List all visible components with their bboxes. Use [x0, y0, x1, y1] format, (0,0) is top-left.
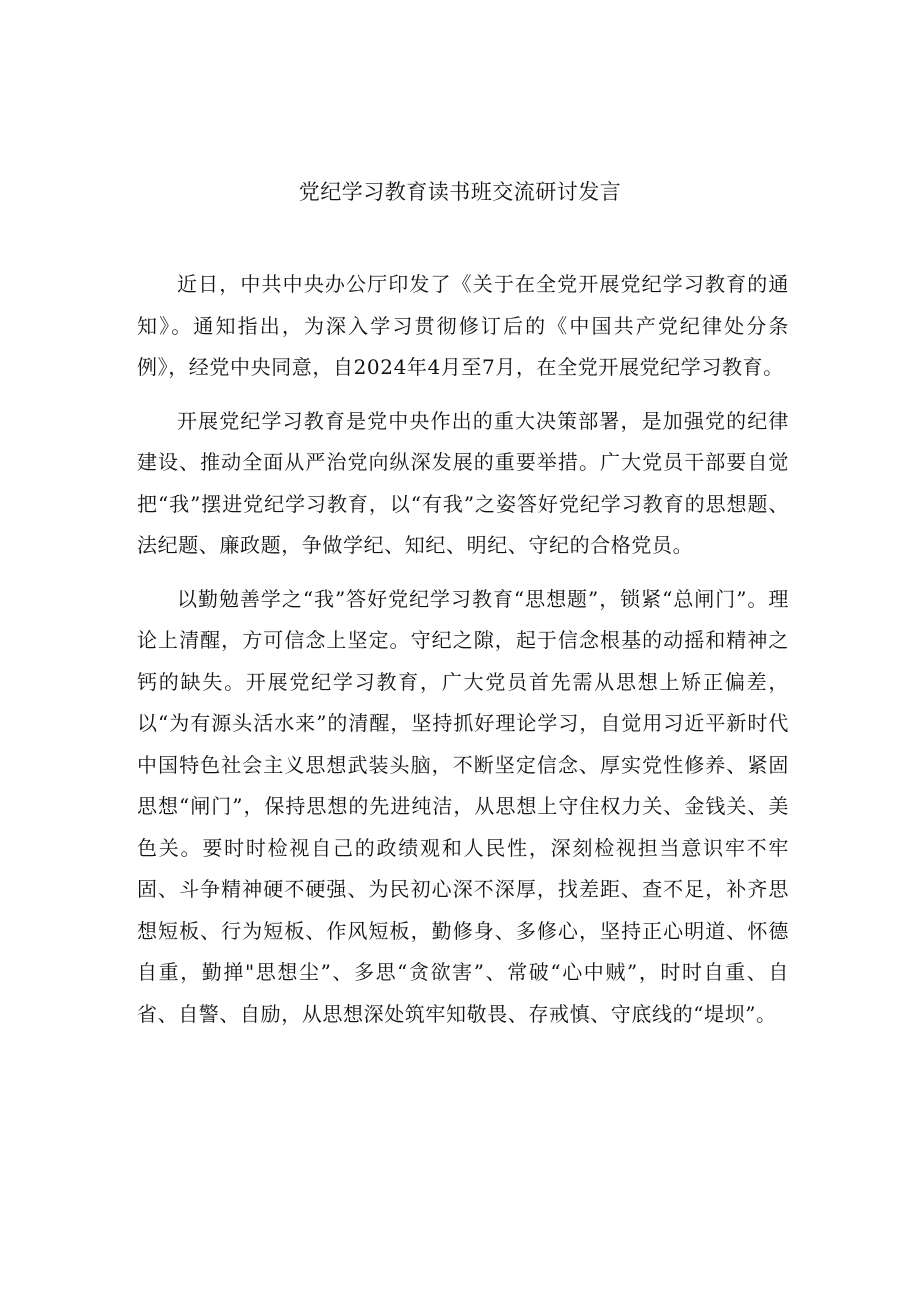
document-body: [137, 264, 789, 1047]
paragraph-2: 开展党纪学习教育是党中央作出的重大决策部署，是加强党的纪律建设、推动全面从严治党向纵深发展的重要举措。广大党员干部要自觉把“我”摆进党纪学习教育，以“有我”之姿答好党纪学习教育的思想题、法纪题、廉政题，争做学纪、知纪、明纪、守纪的合格党员。: [137, 408, 789, 557]
paragraph-1: 近日，中共中央办公厅印发了《关于在全党开展党纪学习教育的通知》。通知指出，为深入学习贯彻修订后的《中国共产党纪律处分条例》，经党中央同意，自2024年4月至7月，在全党开展党纪学习教育。: [137, 272, 789, 379]
paragraph-3: 以勤勉善学之“我”答好党纪学习教育“思想题”，锁紧“总闸门”。理论上清醒，方可信念上坚定。守纪之隙，起于信念根基的动摇和精神之钙的缺失。开展党纪学习教育，广大党员首先需从思想上矫正偏差，以“为有源头活水来”的清醒，坚持抓好理论学习，自觉用习近平新时代中国特色社会主义思想武装头脑，不断坚定信念、厚实党性修养、紧固思想“闸门”，保持思想的先进纯洁，从思想上守住权力关、金钱关、美色关。要时时检视自己的政绩观和人民性，深刻检视担当意识牢不牢固、斗争精神硬不硬强、为民初心深不深厚，找差距、查不足，补齐思想短板、行为短板、作风短板，勤修身、多修心，坚持正心明道、怀德自重，勤掸"思想尘”、多思“贪欲害”、常破“心中贼”，时时自重、自省、自警、自励，从思想深处筑牢知敬畏、存戒慎、守底线的“堤坝”。: [137, 586, 789, 1026]
document-title: 党纪学习教育读书班交流研讨发言: [298, 180, 622, 204]
